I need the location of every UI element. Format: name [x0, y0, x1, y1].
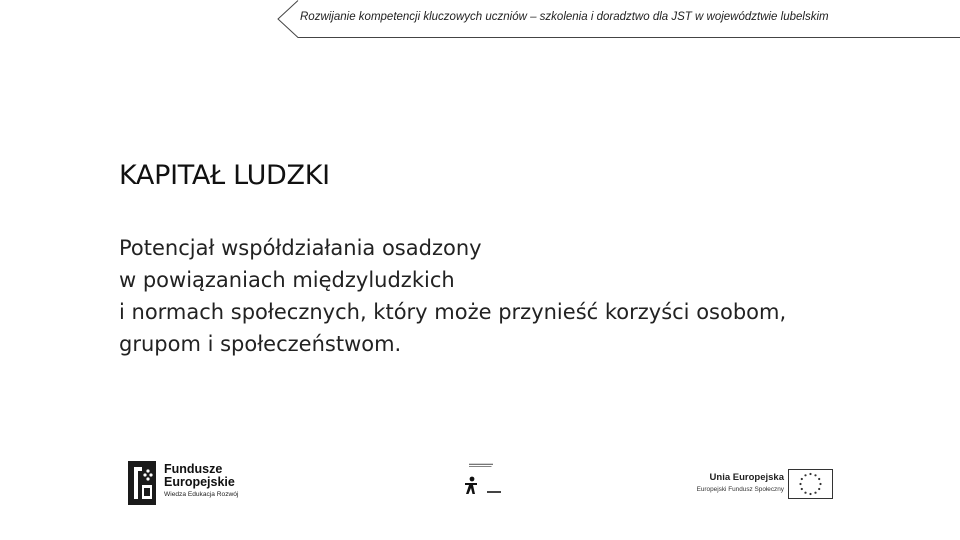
body-line: Potencjał współdziałania osadzony	[119, 236, 482, 260]
fe-title-line: Europejskie	[164, 475, 235, 489]
eu-flag-icon	[788, 469, 833, 499]
partner-logo	[460, 463, 510, 497]
header-text: Rozwijanie kompetencji kluczowych uczniów – szkolenia i doradztwo dla JST w województwie lubelskim	[300, 11, 829, 23]
unia-europejska-subtitle: Europejski Fundusz Społeczny	[696, 486, 784, 493]
fundusze-europejskie-emblem-icon	[128, 461, 156, 505]
unia-europejska-logo	[686, 467, 836, 501]
header-banner	[276, 0, 960, 38]
fundusze-europejskie-logo	[128, 459, 268, 507]
slide-title: KAPITAŁ LUDZKI	[119, 160, 330, 191]
fundusze-europejskie-title	[164, 463, 235, 489]
fe-title-line: Fundusze	[164, 462, 223, 476]
fundusze-europejskie-subtitle: Wiedza Edukacja Rozwój	[164, 491, 239, 498]
body-line: w powiązaniach międzyludzkich	[119, 268, 455, 292]
partner-logo-label	[487, 491, 501, 493]
partner-logo-figure-icon	[462, 476, 480, 496]
unia-europejska-title: Unia Europejska	[709, 472, 784, 483]
partner-logo-wordmark-icon	[465, 463, 497, 469]
slide-body	[119, 232, 786, 360]
body-line: grupom i społeczeństwom.	[119, 332, 402, 356]
body-line: i normach społecznych, który może przynieść korzyści osobom,	[119, 300, 787, 324]
